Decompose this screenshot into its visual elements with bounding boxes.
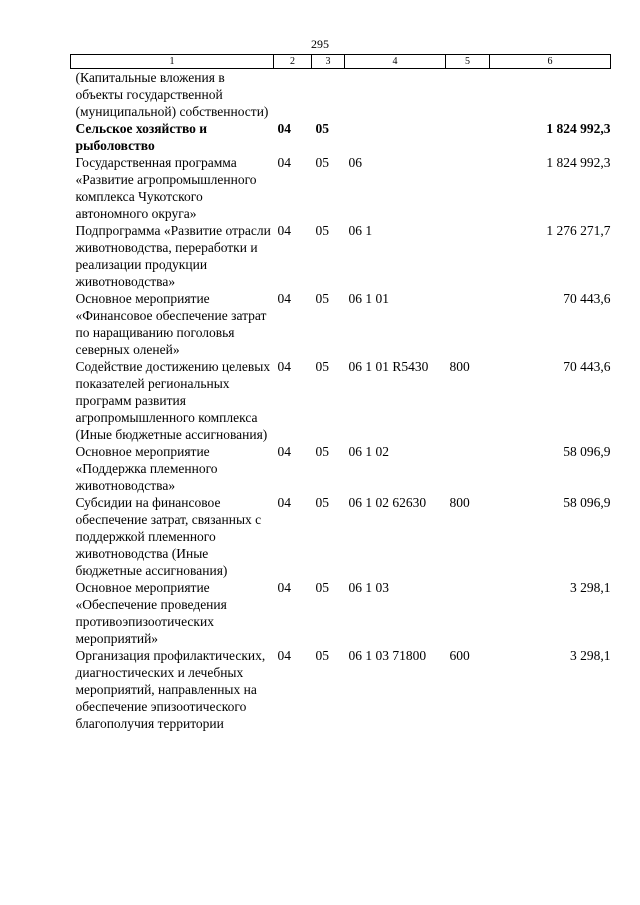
row-amount: 58 096,9 (563, 444, 611, 459)
row-amount (490, 69, 611, 121)
row-subsection: 05 (315, 648, 329, 663)
row-expense-type (446, 290, 490, 358)
row-section: 04 (277, 155, 291, 170)
budget-table (70, 54, 611, 732)
row-section: 04 (277, 495, 291, 510)
row-amount: 1 824 992,3 (546, 121, 611, 136)
table-row-section-total (71, 120, 611, 154)
row-subsection: 05 (315, 444, 329, 459)
column-header-1: 1 (71, 55, 274, 69)
row-amount: 70 443,6 (563, 359, 611, 374)
table-row (71, 494, 611, 579)
row-expense-type (446, 120, 490, 154)
row-subsection: 05 (315, 121, 329, 136)
column-header-4: 4 (345, 55, 446, 69)
row-subsection: 05 (315, 155, 329, 170)
row-name: Организация профилактических, диагностических и лечебных мероприятий, направленных на обеспечение эпизоотического благополучия территории (75, 648, 266, 731)
row-target-code: 06 1 02 (348, 444, 389, 459)
row-expense-type (446, 69, 490, 121)
row-expense-type (446, 222, 490, 290)
row-subsection (312, 69, 345, 121)
row-amount: 58 096,9 (563, 495, 611, 510)
table-row (71, 358, 611, 443)
row-target-code: 06 1 03 (348, 580, 389, 595)
row-expense-type (446, 154, 490, 222)
row-section: 04 (277, 223, 291, 238)
row-target-code: 06 1 03 71800 (348, 648, 427, 663)
row-section: 04 (277, 580, 291, 595)
row-section (274, 69, 312, 121)
row-name: (Капитальные вложения в объекты государственной (муниципальной) собственности) (75, 70, 269, 119)
row-expense-type: 600 (449, 648, 470, 663)
row-section: 04 (277, 121, 291, 136)
column-header-3: 3 (312, 55, 345, 69)
row-amount: 3 298,1 (570, 648, 611, 663)
row-section: 04 (277, 359, 291, 374)
table-row (71, 290, 611, 358)
table-row (71, 69, 611, 121)
row-amount: 1 824 992,3 (546, 155, 611, 170)
row-name: Субсидии на финансовое обеспечение затрат, связанных с поддержкой племенного животноводства (Иные бюджетные ассигнования) (75, 495, 262, 578)
row-subsection: 05 (315, 359, 329, 374)
row-subsection: 05 (315, 495, 329, 510)
table-row (71, 154, 611, 222)
row-amount: 3 298,1 (570, 580, 611, 595)
row-expense-type: 800 (449, 359, 470, 374)
row-target-code: 06 1 02 62630 (348, 495, 427, 510)
row-section: 04 (277, 648, 291, 663)
row-target-code (345, 69, 446, 121)
row-target-code (345, 120, 446, 154)
table-row (71, 222, 611, 290)
row-name: Государственная программа «Развитие агропромышленного комплекса Чукотского автономного округа» (75, 155, 257, 221)
row-target-code: 06 1 01 R5430 (348, 359, 429, 374)
row-amount: 70 443,6 (563, 291, 611, 306)
row-amount: 1 276 271,7 (546, 223, 611, 238)
column-header-2: 2 (274, 55, 312, 69)
table-header-row (71, 55, 611, 69)
table-row (71, 579, 611, 647)
table-row (71, 647, 611, 732)
row-expense-type: 800 (449, 495, 470, 510)
row-section: 04 (277, 291, 291, 306)
table-row (71, 443, 611, 494)
row-name: Сельское хозяйство и рыболовство (75, 121, 208, 153)
row-name: Содействие достижению целевых показателей региональных программ развития агропромышленного комплекса (Иные бюджетные ассигнования) (75, 359, 271, 442)
row-name: Основное мероприятие «Финансовое обеспечение затрат по наращиванию поголовья северных оленей» (75, 291, 267, 357)
row-subsection: 05 (315, 291, 329, 306)
column-header-6: 6 (490, 55, 611, 69)
row-target-code: 06 (348, 155, 362, 170)
column-header-5: 5 (446, 55, 490, 69)
row-name: Основное мероприятие «Обеспечение проведения противоэпизоотических мероприятий» (75, 580, 227, 646)
page-number: 295 (311, 37, 329, 51)
row-name: Основное мероприятие «Поддержка племенного животноводства» (75, 444, 218, 493)
row-section: 04 (277, 444, 291, 459)
row-target-code: 06 1 01 (348, 291, 389, 306)
row-subsection: 05 (315, 223, 329, 238)
row-name: Подпрограмма «Развитие отрасли животноводства, переработки и реализации продукции животноводства» (75, 223, 271, 289)
row-expense-type (446, 579, 490, 647)
row-target-code: 06 1 (348, 223, 373, 238)
row-subsection: 05 (315, 580, 329, 595)
row-expense-type (446, 443, 490, 494)
